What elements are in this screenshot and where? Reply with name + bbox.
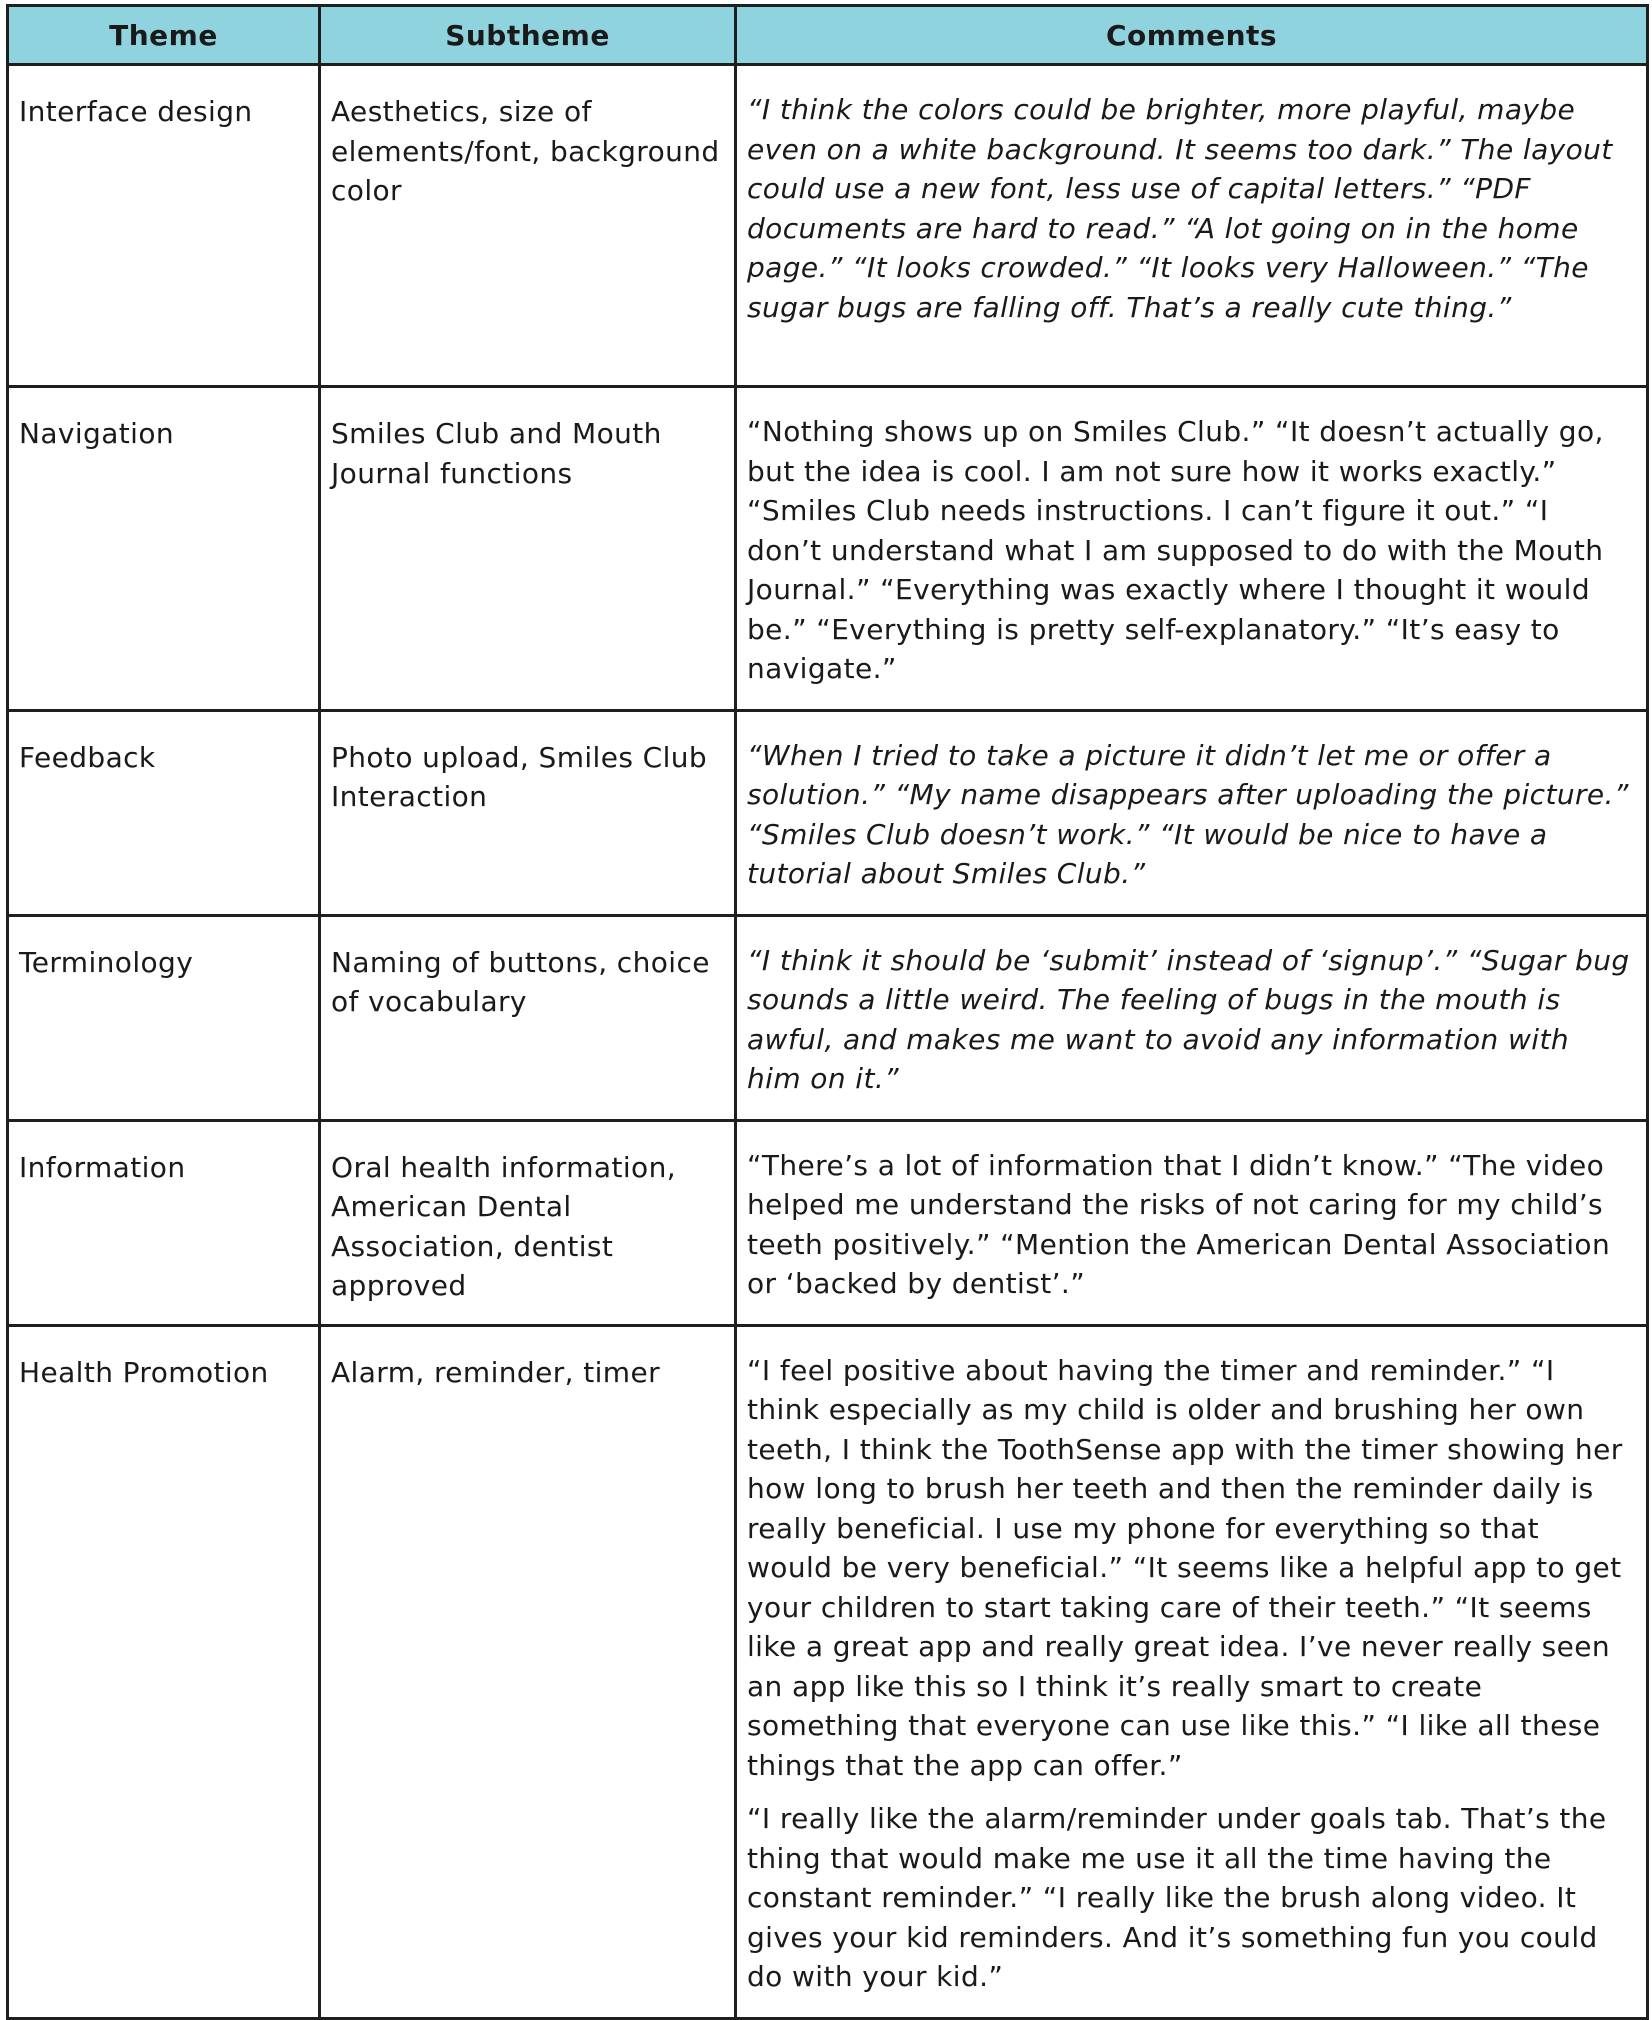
- comment-text: “I really like the alarm/reminder under goals tab. That’s the thing that would make me use it all the time having the constant reminder.” “I really like the brush along video. It gives your kid reminders. And it’s something fun you could do with your kid.”: [747, 1802, 1607, 1993]
- comments-cell: [736, 710, 1648, 915]
- table-body: [8, 65, 1648, 2019]
- comment-text: “I feel positive about having the timer and reminder.” “I think especially as my child is older and brushing her own teeth, I think the ToothSense app with the timer showing her how long to brush her teeth and then the reminder daily is really beneficial. I use my phone for everything so that would be very beneficial.” “It seems like a helpful app to get your children to start taking care of their teeth.” “It seems like a great app and really great idea. I’ve never really seen an app like this so I think it’s really smart to create something that everyone can use like this.” “I like all these things that the app can offer.”: [747, 1353, 1623, 1782]
- subtheme-cell: Naming of buttons, choice of vocabulary: [320, 915, 736, 1120]
- comments-cell: [736, 915, 1648, 1120]
- subtheme-cell: Smiles Club and Mouth Journal functions: [320, 387, 736, 711]
- comment-text: “There’s a lot of information that I didn’t know.” “The video helped me understand the risks of not caring for my child’s teeth positively.” “Mention the American Dental Association or ‘backed by dentist’.”: [747, 1148, 1611, 1300]
- comment-text: “Nothing shows up on Smiles Club.” “It doesn’t actually go, but the idea is cool. I am not sure how it works exactly.” “Smiles Club needs instructions. I can’t figure it out.” “I don’t understand what I am supposed to do with the Mouth Journal.” “Everything was exactly where I thought it would be.” “Everything is pretty self-explanatory.” “It’s easy to navigate.”: [747, 415, 1604, 685]
- theme-cell: Feedback: [8, 710, 320, 915]
- theme-cell: Interface design: [8, 65, 320, 387]
- comments-cell: [736, 1325, 1648, 2018]
- subtheme-cell: Aesthetics, size of elements/font, background color: [320, 65, 736, 387]
- comment-text: “I think it should be ‘submit’ instead of ‘signup’.” “Sugar bug sounds a little weird. The feeling of bugs in the mouth is awful, and makes me want to avoid any information with him on it.”: [747, 943, 1630, 1095]
- theme-cell: Terminology: [8, 915, 320, 1120]
- subtheme-cell: Alarm, reminder, timer: [320, 1325, 736, 2018]
- theme-cell: Information: [8, 1120, 320, 1325]
- comments-cell: [736, 1120, 1648, 1325]
- table-row: [8, 387, 1648, 711]
- comments-cell: [736, 65, 1648, 387]
- comment-text: “When I tried to take a picture it didn’t let me or offer a solution.” “My name disappears after uploading the picture.” “Smiles Club doesn’t work.” “It would be nice to have a tutorial about Smiles Club.”: [747, 738, 1629, 890]
- header-comments: Comments: [736, 6, 1648, 65]
- themes-table-container: [6, 4, 1646, 2020]
- subtheme-cell: Oral health information, American Dental Association, dentist approved: [320, 1120, 736, 1325]
- header-row: [8, 6, 1648, 65]
- table-header: [8, 6, 1648, 65]
- header-subtheme: Subtheme: [320, 6, 736, 65]
- table-row: [8, 65, 1648, 387]
- header-theme: Theme: [8, 6, 320, 65]
- comments-cell: [736, 387, 1648, 711]
- themes-table: [6, 4, 1649, 2020]
- comment-text: “I think the colors could be brighter, more playful, maybe even on a white background. It seems too dark.” The layout could use a new font, less use of capital letters.” “PDF documents are hard to read.” “A lot going on in the home page.” “It looks crowded.” “It looks very Halloween.” “The sugar bugs are falling off. That’s a really cute thing.”: [747, 93, 1613, 324]
- table-row: [8, 1325, 1648, 2018]
- table-row: [8, 915, 1648, 1120]
- table-row: [8, 710, 1648, 915]
- theme-cell: Health Promotion: [8, 1325, 320, 2018]
- subtheme-cell: Photo upload, Smiles Club Interaction: [320, 710, 736, 915]
- table-row: [8, 1120, 1648, 1325]
- theme-cell: Navigation: [8, 387, 320, 711]
